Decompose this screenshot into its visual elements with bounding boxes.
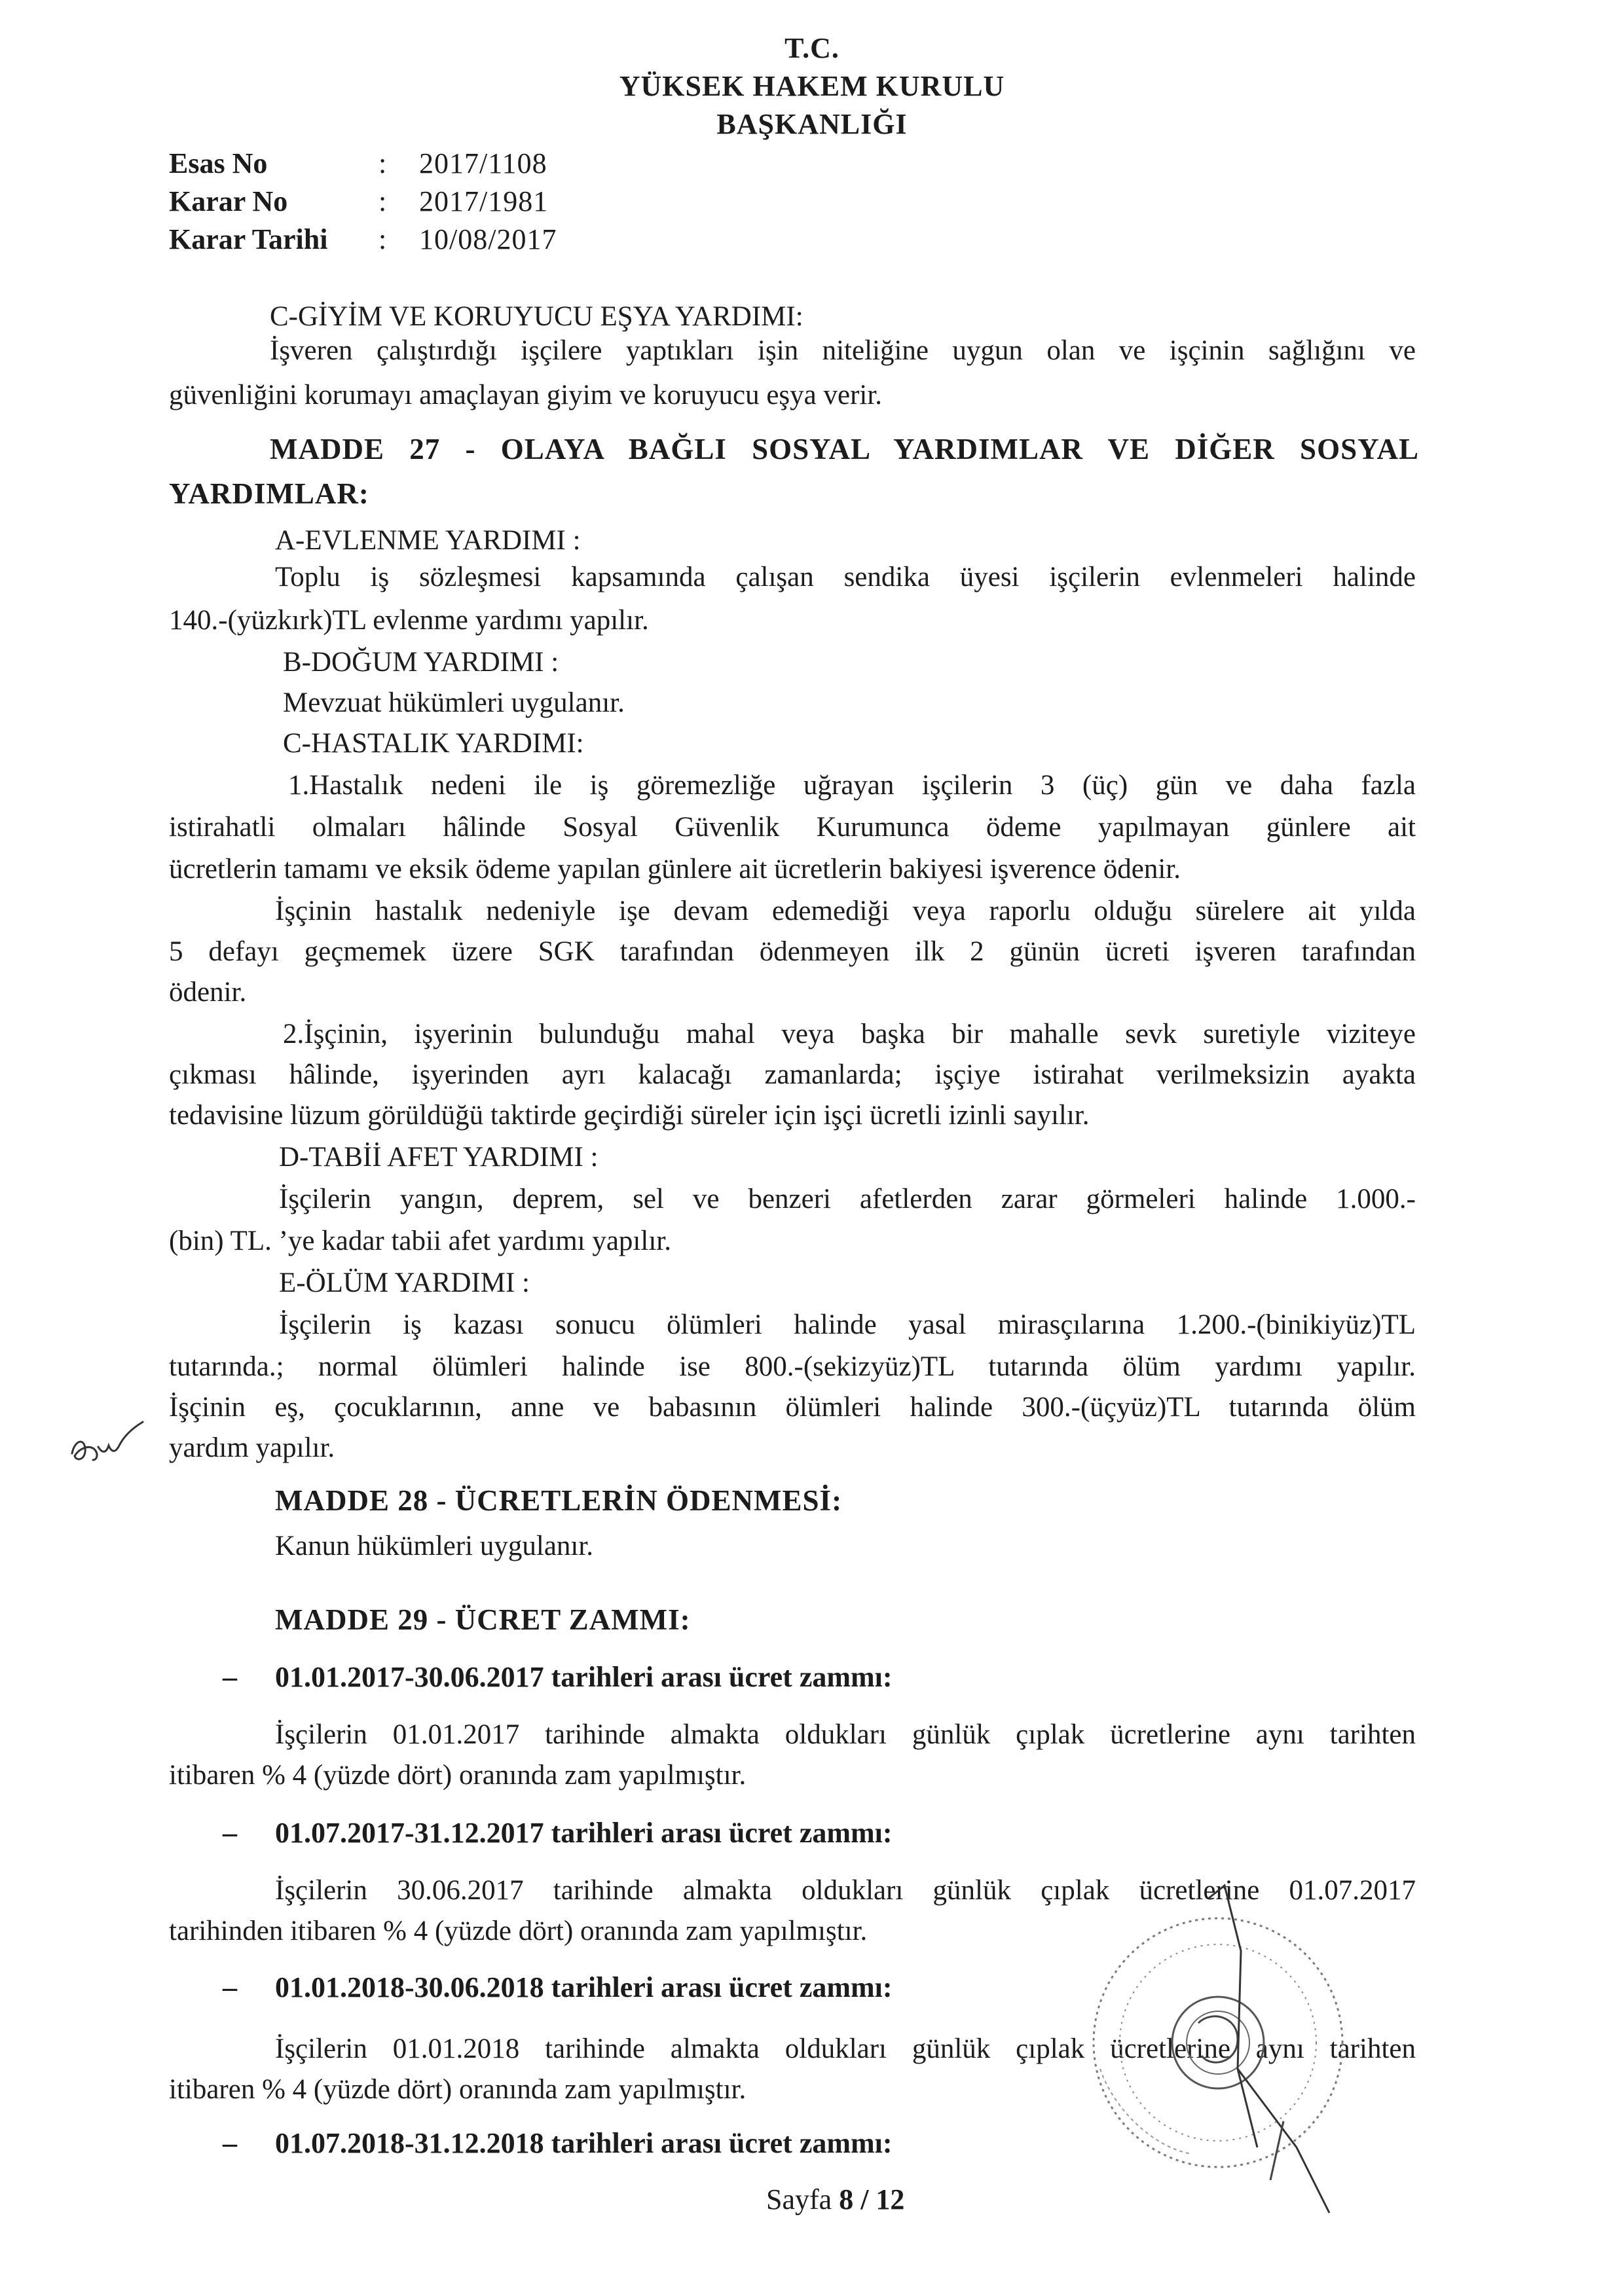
page-prefix: Sayfa [766, 2183, 840, 2215]
bullet-dash: – [223, 1661, 237, 1693]
olum-line: İşçinin eş, çocuklarının, anne ve babasının ölümleri halinde 300.-(üçyüz)TL tutarında ölüm [169, 1392, 1416, 1423]
dogum-text: Mevzuat hükümleri uygulanır. [283, 687, 625, 718]
hastalik-title: C-HASTALIK YARDIMI: [283, 728, 584, 759]
meta-karar-tarihi [169, 223, 557, 256]
bullet-dash: – [223, 2127, 237, 2159]
madde29-heading: MADDE 29 - ÜCRET ZAMMI: [275, 1603, 691, 1636]
meta-label: Karar No [169, 185, 288, 217]
hastalik-para2-line: 5 defayı geçmemek üzere SGK tarafından ödenmeyen ilk 2 günün ücreti işveren tarafından [169, 936, 1416, 967]
header-tc: T.C. [784, 32, 840, 64]
meta-colon: : [378, 185, 387, 217]
hastalik-line: ücretlerin tamamı ve eksik ödeme yapılan günlere ait ücretlerin bakiyesi işverence ödenir. [169, 854, 1181, 884]
meta-karar-no [169, 185, 548, 218]
hastalik-line: istirahatli olmaları hâlinde Sosyal Güvenlik Kurumunca ödeme yapılmayan günlere ait [169, 812, 1416, 843]
period-line: itibaren % 4 (yüzde dört) oranında zam yapılmıştır. [169, 2074, 747, 2105]
hastalik-item2-line: tedavisine lüzum görüldüğü taktirde geçirdiği süreler için işçi ücretli izinli sayılır. [169, 1100, 1090, 1131]
header-institution: YÜKSEK HAKEM KURULU [619, 70, 1005, 102]
official-seal-stamp [1022, 1872, 1388, 2239]
page-number [766, 2183, 904, 2216]
meta-value: 10/08/2017 [419, 223, 557, 255]
hastalik-para2-line: İşçinin hastalık nedeniyle işe devam edemediği veya raporlu olduğu sürelere ait yılda [275, 896, 1416, 926]
madde28-heading: MADDE 28 - ÜCRETLERİN ÖDENMESİ: [275, 1484, 843, 1517]
olum-line: yardım yapılır. [169, 1432, 335, 1463]
handwritten-initials [65, 1408, 151, 1473]
period-line: İşçilerin 01.01.2018 tarihinde almakta oldukları günlük çıplak ücretlerine aynı tarihten [275, 2033, 1416, 2064]
evlenme-line: Toplu iş sözleşmesi kapsamında çalışan sendika üyesi işçilerin evlenmeleri halinde [275, 562, 1416, 592]
olum-line: tutarında.; normal ölümleri halinde ise 800.-(sekizyüz)TL tutarında ölüm yardımı yapılır. [169, 1351, 1416, 1382]
giyim-line: İşveren çalıştırdığı işçilere yaptıkları işin niteliğine uygun olan ve işçinin sağlığını ve [270, 335, 1416, 366]
hastalik-item2-line: 2.İşçinin, işyerinin bulunduğu mahal veya başka bir mahalle sevk suretiyle viziteye [283, 1019, 1416, 1049]
period-line: tarihinden itibaren % 4 (yüzde dört) oranında zam yapılmıştır. [169, 1916, 868, 1946]
period-line: itibaren % 4 (yüzde dört) oranında zam yapılmıştır. [169, 1760, 747, 1791]
page-count: 8 / 12 [839, 2183, 905, 2215]
giyim-title: C-GİYİM VE KORUYUCU EŞYA YARDIMI: [270, 301, 803, 332]
dogum-title: B-DOĞUM YARDIMI : [283, 647, 559, 678]
period-title: 01.07.2017-31.12.2017 tarihleri arası ücret zammı: [275, 1817, 893, 1849]
olum-line: İşçilerin iş kazası sonucu ölümleri halinde yasal mirasçılarına 1.200.-(binikiyüz)TL [279, 1309, 1416, 1340]
meta-colon: : [378, 223, 387, 255]
madde27-heading: MADDE 27 - OLAYA BAĞLI SOSYAL YARDIMLAR VE DİĞER SOSYAL [270, 433, 1419, 465]
bullet-dash: – [223, 1817, 237, 1849]
giyim-line: güvenliğini korumayı amaçlayan giyim ve koruyucu eşya verir. [169, 380, 883, 410]
meta-esas-no [169, 147, 547, 180]
meta-value: 2017/1108 [419, 147, 547, 179]
period-line: İşçilerin 01.01.2017 tarihinde almakta oldukları günlük çıplak ücretlerine aynı tarihten [275, 1719, 1416, 1750]
olum-title: E-ÖLÜM YARDIMI : [279, 1267, 530, 1298]
evlenme-title: A-EVLENME YARDIMI : [275, 525, 581, 556]
afet-title: D-TABİİ AFET YARDIMI : [279, 1142, 599, 1173]
period-title: 01.07.2018-31.12.2018 tarihleri arası ücret zammı: [275, 2127, 893, 2159]
hastalik-item2-line: çıkması hâlinde, işyerinden ayrı kalacağı zamanlarda; işçiye istirahat verilmeksizin ayakta [169, 1059, 1416, 1090]
bullet-dash: – [223, 1971, 237, 2003]
meta-value: 2017/1981 [419, 185, 549, 217]
madde28-text: Kanun hükümleri uygulanır. [275, 1531, 594, 1561]
afet-line: İşçilerin yangın, deprem, sel ve benzeri afetlerden zarar görmeleri halinde 1.000.- [279, 1184, 1416, 1214]
period-title: 01.01.2018-30.06.2018 tarihleri arası ücret zammı: [275, 1971, 893, 2003]
hastalik-para2-line: ödenir. [169, 977, 247, 1008]
evlenme-line: 140.-(yüzkırk)TL evlenme yardımı yapılır. [169, 605, 649, 636]
madde27-heading-cont: YARDIMLAR: [169, 477, 369, 510]
meta-label: Karar Tarihi [169, 223, 328, 255]
hastalik-line: 1.Hastalık nedeni ile iş göremezliğe uğrayan işçilerin 3 (üç) gün ve daha fazla [288, 770, 1416, 801]
meta-colon: : [378, 147, 387, 179]
period-title: 01.01.2017-30.06.2017 tarihleri arası ücret zammı: [275, 1661, 893, 1693]
afet-line: (bin) TL. ’ye kadar tabii afet yardımı yapılır. [169, 1226, 671, 1256]
header-presidency: BAŞKANLIĞI [716, 108, 908, 140]
period-line: İşçilerin 30.06.2017 tarihinde almakta oldukları günlük çıplak ücretlerine 01.07.2017 [275, 1875, 1416, 1906]
meta-label: Esas No [169, 147, 268, 179]
